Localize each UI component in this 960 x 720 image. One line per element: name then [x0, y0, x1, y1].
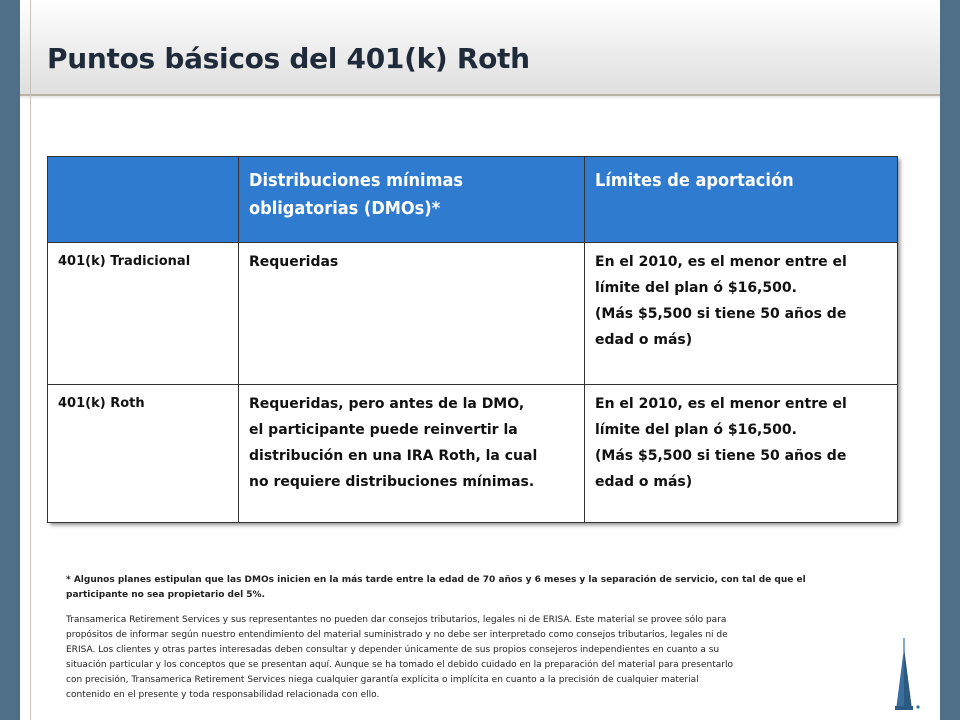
limits-text-line: edad o más): [595, 332, 693, 348]
disclaimer-line: propósitos de informar según nuestro entendimiento del material suministrado y no debe ser interpretado como consejos tributarios, legales ni de: [66, 630, 728, 640]
dmo-text-line: Requeridas: [249, 254, 339, 270]
limits-cell: [585, 243, 898, 385]
transamerica-pyramid-icon: [888, 636, 928, 712]
dmo-cell: [239, 385, 585, 523]
limits-text-line: (Más $5,500 si tiene 50 años de: [595, 448, 847, 464]
row-label: 401(k) Tradicional: [58, 254, 191, 269]
logo-pyramid-shade: [904, 648, 912, 710]
dmo-text-line: distribución en una IRA Roth, la cual: [249, 448, 538, 464]
limits-text-line: (Más $5,500 si tiene 50 años de: [595, 306, 847, 322]
header-cell-line: Límites de aportación: [595, 170, 794, 191]
slide-title: Puntos básicos del 401(k) Roth: [47, 42, 530, 75]
logo-base: [895, 706, 913, 710]
footnote: [66, 573, 866, 603]
comparison-table: [47, 156, 898, 523]
disclaimer-line: Transamerica Retirement Services y sus representantes no pueden dar consejos tributarios, legales ni de ERISA. Este material se provee sólo para: [66, 615, 727, 625]
header-rule-shadow: [20, 96, 940, 100]
disclaimer-line: contenido en el presente y toda responsabilidad relacionada con ello.: [66, 690, 380, 700]
limits-text-line: edad o más): [595, 474, 693, 490]
header-cell-line: obligatorias (DMOs)*: [249, 198, 441, 219]
dmo-text-line: el participante puede reinvertir la: [249, 422, 518, 438]
dmo-text-line: no requiere distribuciones mínimas.: [249, 474, 535, 490]
comparison-table-wrapper: [47, 156, 897, 522]
table-row-roth: [48, 385, 898, 523]
header-cell-dmo: [239, 157, 585, 243]
footnote-line: * Algunos planes estipulan que las DMOs inicien en la más tarde entre la edad de 70 años y 6 meses y la separación de servicio, con tal de que el: [66, 575, 806, 585]
row-label: 401(k) Roth: [58, 396, 145, 411]
dmo-text-line: Requeridas, pero antes de la DMO,: [249, 396, 525, 412]
row-label-cell: [48, 385, 239, 523]
row-label-cell: [48, 243, 239, 385]
disclaimer-line: con precisión, Transamerica Retirement Services niega cualquier garantía explícita o implícita en cuanto a la precisión de cualquier material: [66, 675, 699, 685]
limits-cell: [585, 385, 898, 523]
header-cell-empty: [48, 157, 239, 243]
limits-text-line: límite del plan ó $16,500.: [595, 422, 797, 438]
left-side-bar: [0, 0, 20, 720]
limits-text-line: En el 2010, es el menor entre el: [595, 254, 847, 270]
limits-text-line: En el 2010, es el menor entre el: [595, 396, 847, 412]
header-cell-limits: [585, 157, 898, 243]
disclaimer-line: ERISA. Los clientes y otras partes interesadas deben consultar y depender únicamente de sus propios consejeros independientes en cuanto a su: [66, 645, 720, 655]
dmo-cell: [239, 243, 585, 385]
vertical-divider: [30, 0, 31, 720]
table-row-traditional: [48, 243, 898, 385]
footnote-line: participante no sea propietario del 5%.: [66, 590, 265, 600]
disclaimer-line: situación particular y los conceptos que se presentan aquí. Aunque se ha tomado el debido cuidado en la preparación del material para presentarlo: [66, 660, 733, 670]
disclaimer: [66, 613, 876, 703]
header-cell-line: Distribuciones mínimas: [249, 170, 464, 191]
limits-text-line: límite del plan ó $16,500.: [595, 280, 797, 296]
table-header-row: [48, 157, 898, 243]
right-side-bar: [940, 0, 960, 720]
logo-dot: [916, 705, 919, 708]
